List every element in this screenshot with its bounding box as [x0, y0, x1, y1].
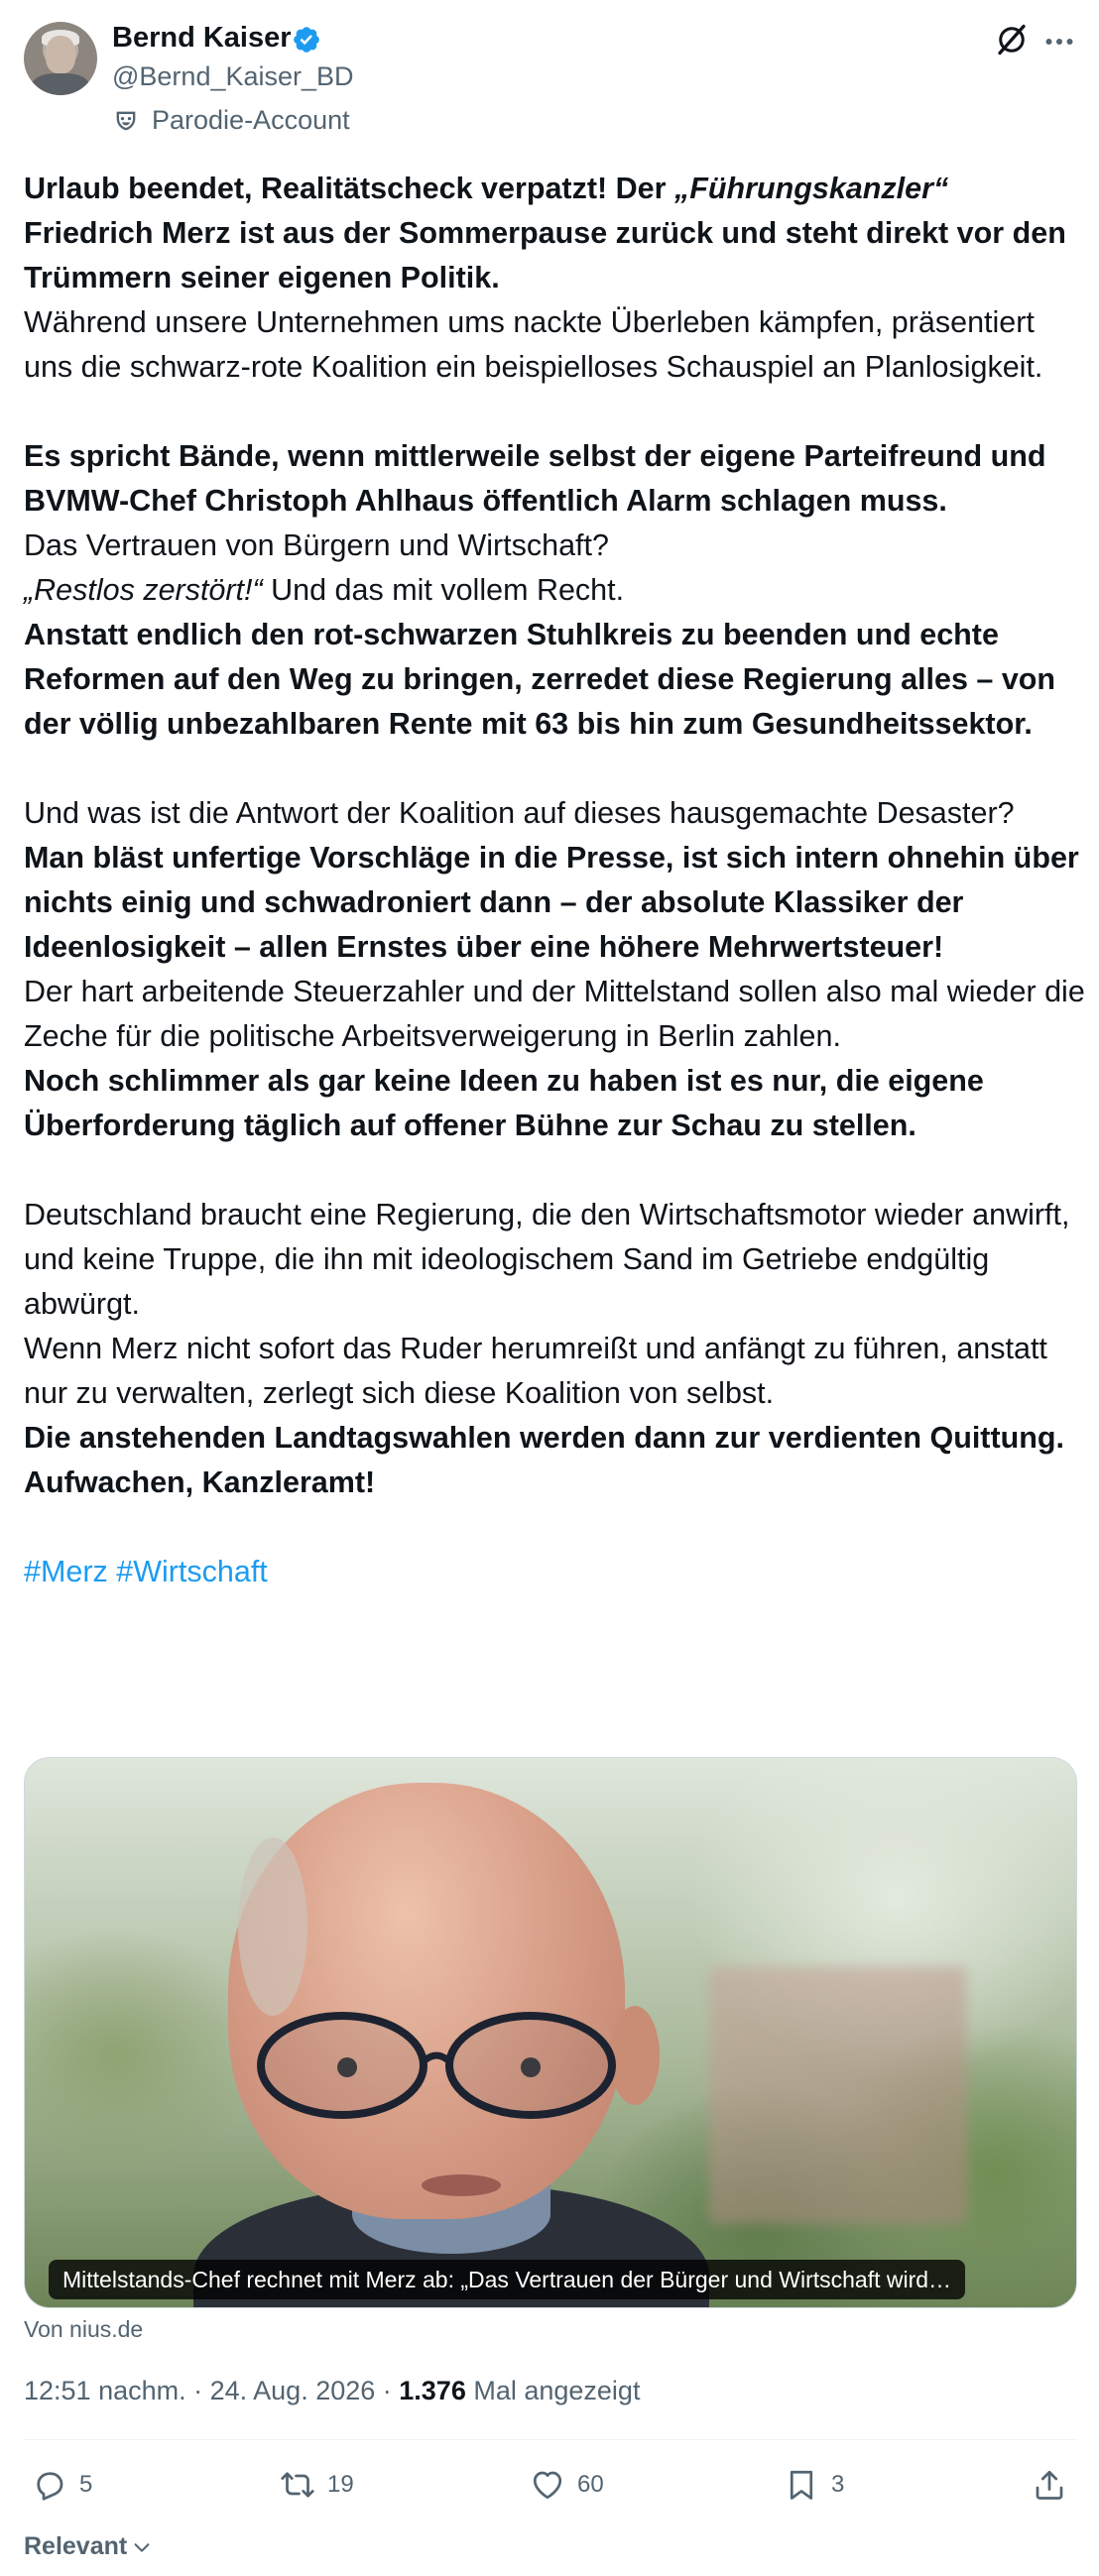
parody-label-text: Parodie-Account: [152, 105, 350, 135]
like-count: 60: [577, 2471, 604, 2498]
post-date[interactable]: 24. Aug. 2026: [209, 2376, 376, 2405]
text-bold: Anstatt endlich den rot-schwarzen Stuhlkreis zu beenden und echte Reformen auf den Weg zu bringen, zerredet diese Regierung alles – von der völlig unbezahlbaren Rente mit 63 bis hin zum Gesundheitssektor.: [24, 618, 1056, 741]
parody-label: [112, 105, 350, 136]
text-regular: Und was ist die Antwort der Koalition auf dieses hausgemachte Desaster?: [24, 796, 1015, 830]
meta-separator: ·: [185, 2376, 210, 2405]
text-regular: Der hart arbeitende Steuerzahler und der Mittelstand sollen also mal wieder die Zeche für die politische Arbeitsverweigerung in Berlin zahlen.: [24, 975, 1085, 1053]
share-button[interactable]: [1032, 2467, 1079, 2503]
text-regular: Und das mit vollem Recht.: [262, 573, 625, 607]
avatar-face: [46, 36, 75, 73]
text-bold: Es spricht Bände, wenn mittlerweile selbst der eigene Parteifreund und BVMW-Chef Christoph Ahlhaus öffentlich Alarm schlagen muss.: [24, 439, 1046, 518]
view-count: 1.376: [399, 2376, 466, 2405]
photo-hair: [238, 1837, 307, 2016]
paragraph-3: [24, 791, 1085, 1148]
paragraph-4: [24, 1193, 1085, 1505]
chevron-down-icon: [131, 2536, 153, 2558]
post-meta: [24, 2376, 640, 2406]
repost-button[interactable]: [280, 2467, 354, 2503]
parody-mask-icon: [112, 107, 140, 135]
text-regular: Wenn Merz nicht sofort das Ruder herumreißt und anfängt zu führen, anstatt nur zu verwalten, zerlegt sich diese Koalition von selbst.: [24, 1332, 1047, 1410]
hashtag-link[interactable]: #Wirtschaft: [116, 1555, 268, 1588]
bookmark-icon: [784, 2467, 819, 2503]
paragraph-1: [24, 167, 1085, 390]
heart-icon: [530, 2467, 565, 2503]
share-icon: [1032, 2467, 1067, 2503]
text-regular: Das Vertrauen von Bürgern und Wirtschaft?: [24, 528, 609, 562]
card-source[interactable]: Von nius.de: [24, 2316, 144, 2342]
repost-count: 19: [327, 2471, 354, 2498]
text-regular: Während unsere Unternehmen ums nackte Überleben kämpfen, präsentiert uns die schwarz-rote Koalition ein beispielloses Schauspiel an Planlosigkeit.: [24, 305, 1043, 384]
reply-icon: [32, 2467, 67, 2503]
link-card[interactable]: [24, 1757, 1077, 2308]
view-label: Mal angezeigt: [465, 2376, 641, 2405]
repost-icon: [280, 2467, 315, 2503]
post-time[interactable]: 12:51 nachm.: [24, 2376, 186, 2405]
text-bold-italic: „Führungskanzler“: [673, 172, 949, 205]
text-bold: Die anstehenden Landtagswahlen werden dann zur verdienten Quittung. Aufwachen, Kanzleramt!: [24, 1421, 1064, 1499]
text-bold: Man bläst unfertige Vorschläge in die Presse, ist sich intern ohnehin über nichts einig und schwadroniert dann – der absolute Klassiker der Ideenlosigkeit – allen Ernstes über eine höhere Mehrwertsteuer!: [24, 841, 1079, 964]
grok-icon[interactable]: [994, 22, 1030, 58]
text-regular: Deutschland braucht eine Regierung, die den Wirtschaftsmotor wieder anwirft, und keine Truppe, die ihn mit ideologischem Sand im Getriebe endgültig abwürgt.: [24, 1198, 1070, 1321]
text-bold: Urlaub beendet, Realitätscheck verpatzt! Der: [24, 172, 674, 205]
photo-mouth: [422, 2174, 501, 2196]
reply-count: 5: [79, 2471, 93, 2498]
text-bold: Friedrich Merz ist aus der Sommerpause zurück und steht direkt vor den Trümmern seiner eigenen Politik.: [24, 216, 1066, 294]
meta-separator: ·: [375, 2376, 400, 2405]
author-handle[interactable]: @Bernd_Kaiser_BD: [112, 61, 354, 91]
hashtags: [24, 1550, 1085, 1594]
paragraph-2: [24, 434, 1085, 747]
like-button[interactable]: [530, 2467, 604, 2503]
sort-dropdown[interactable]: [24, 2532, 153, 2561]
action-bar: [24, 2459, 1077, 2515]
card-caption: Mittelstands-Chef rechnet mit Merz ab: „Das Vertrauen der Bürger und Wirtschaft wird…: [49, 2260, 965, 2299]
hashtag-link[interactable]: #Merz: [24, 1555, 108, 1588]
bookmark-button[interactable]: [784, 2467, 844, 2503]
author-name[interactable]: Bernd Kaiser: [112, 22, 292, 54]
more-icon[interactable]: [1041, 24, 1077, 59]
reply-button[interactable]: [32, 2467, 92, 2503]
avatar[interactable]: [24, 22, 97, 95]
photo-background: [709, 1966, 967, 2224]
verified-badge-icon: [292, 25, 321, 55]
text-quote: „Restlos zerstört!“: [24, 573, 263, 607]
bookmark-count: 3: [831, 2471, 845, 2498]
avatar-body: [32, 73, 89, 95]
divider: [24, 2439, 1077, 2440]
sort-label: Relevant: [24, 2532, 128, 2560]
photo-glasses: [233, 2006, 650, 2125]
post-text: [24, 167, 1085, 1594]
text-bold: Noch schlimmer als gar keine Ideen zu haben ist es nur, die eigene Überforderung täglich auf offener Bühne zur Schau zu stellen.: [24, 1064, 984, 1142]
